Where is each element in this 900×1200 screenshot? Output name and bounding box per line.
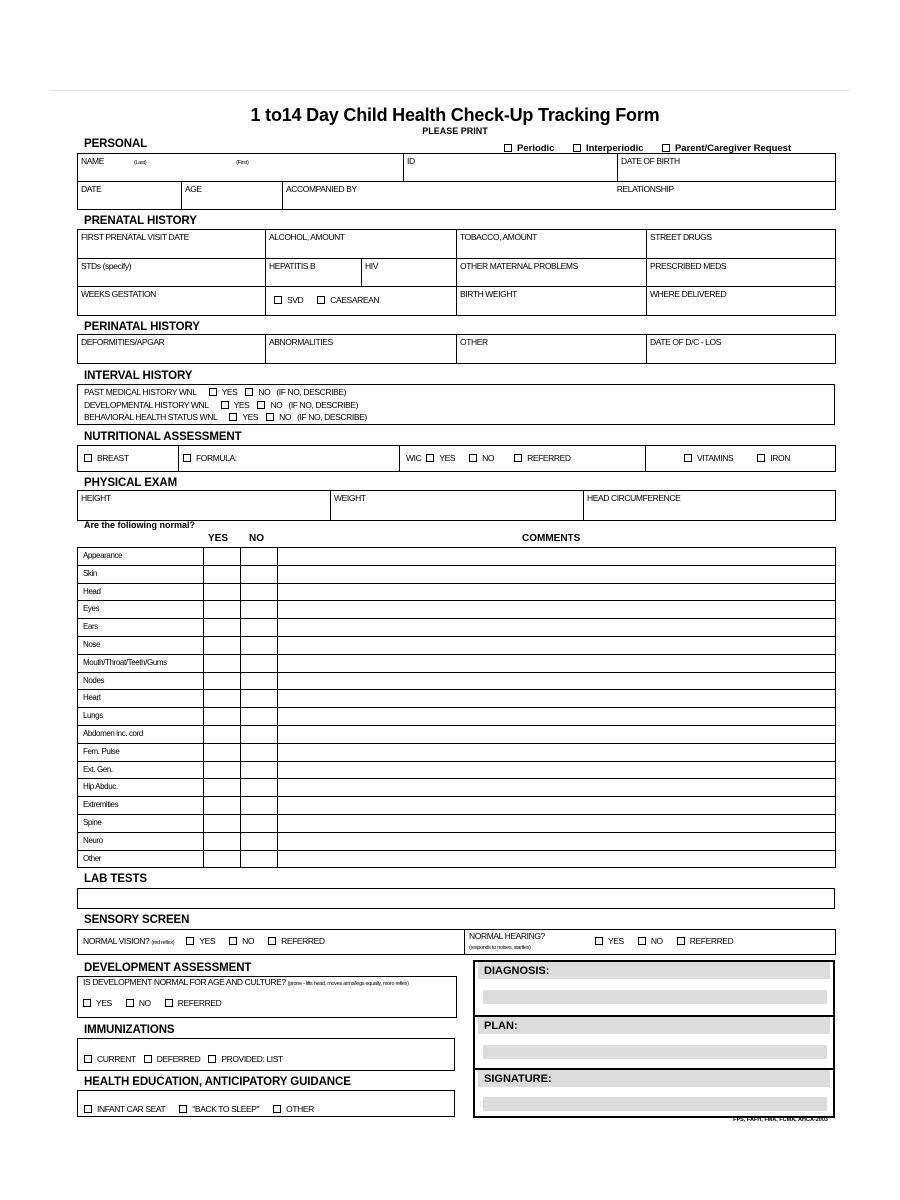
- checkbox[interactable]: [229, 413, 237, 421]
- supplements: [646, 446, 836, 472]
- yes-cell[interactable]: [204, 654, 241, 672]
- diagnosis-field[interactable]: [483, 990, 827, 1004]
- yes-cell[interactable]: [204, 583, 241, 601]
- label: NO: [650, 936, 663, 946]
- wic-no[interactable]: [469, 453, 494, 463]
- plan-section[interactable]: [475, 1017, 833, 1070]
- sensory-table: [77, 929, 836, 955]
- stds-field[interactable]: STDs (specify): [78, 259, 266, 287]
- no-cell[interactable]: [241, 565, 278, 583]
- checkbox[interactable]: [573, 144, 581, 152]
- comments-cell[interactable]: [278, 832, 836, 850]
- comments-cell[interactable]: [278, 690, 836, 708]
- normal-question: Are the following normal?: [84, 520, 196, 530]
- physical-table: [77, 490, 836, 521]
- comments-cell[interactable]: [278, 708, 836, 726]
- label: DATE OF BIRTH: [621, 156, 680, 166]
- label: REFERRED: [177, 998, 222, 1008]
- label: BREAST: [97, 453, 129, 463]
- where-delivered-field[interactable]: WHERE DELIVERED: [647, 287, 836, 316]
- checkbox[interactable]: [514, 454, 522, 462]
- yes-cell[interactable]: [204, 779, 241, 797]
- comments-cell[interactable]: [278, 636, 836, 654]
- form-code: FPS, FAFH, FMA, FCMA, AHCA-2003: [733, 1117, 828, 1123]
- label: OTHER: [286, 1104, 314, 1114]
- immunizations-heading: IMMUNIZATIONS: [84, 1024, 175, 1036]
- no-cell[interactable]: [241, 832, 278, 850]
- interval-line: [84, 399, 828, 412]
- label: VITAMINS: [697, 453, 734, 463]
- no-cell[interactable]: [241, 601, 278, 619]
- exam-row: [78, 797, 836, 815]
- label: NO: [279, 412, 292, 422]
- vision-referred[interactable]: [268, 936, 325, 946]
- comments-cell[interactable]: [278, 583, 836, 601]
- date-field[interactable]: [78, 182, 182, 210]
- checkbox[interactable]: [757, 454, 765, 462]
- comments-cell[interactable]: [278, 779, 836, 797]
- comments-cell[interactable]: [278, 797, 836, 815]
- label: "BACK TO SLEEP": [192, 1104, 260, 1114]
- label: CAESAREAN: [330, 295, 380, 305]
- label: (First): [236, 160, 249, 166]
- exam-item: Appearance: [78, 548, 204, 566]
- exam-item: Hip Abduc.: [78, 779, 204, 797]
- label: SVD: [287, 295, 304, 305]
- exam-item: Fem. Pulse: [78, 743, 204, 761]
- hearing-options: [595, 936, 747, 946]
- form-title: 1 to14 Day Child Health Check-Up Tracking Form: [250, 105, 660, 125]
- other-maternal-field[interactable]: OTHER MATERNAL PROBLEMS: [457, 259, 647, 287]
- development-yes[interactable]: [83, 998, 112, 1008]
- weight-field[interactable]: WEIGHT: [331, 491, 584, 521]
- interval-line: [84, 386, 828, 399]
- exam-item: Nose: [78, 636, 204, 654]
- yes-cell[interactable]: [204, 636, 241, 654]
- note: (IF NO, DESCRIBE): [288, 399, 359, 410]
- education-heading: HEALTH EDUCATION, ANTICIPATORY GUIDANCE: [84, 1076, 351, 1088]
- checkbox[interactable]: [126, 999, 134, 1007]
- label: YES: [242, 412, 259, 422]
- checkbox[interactable]: [684, 454, 692, 462]
- label: NORMAL HEARING?: [469, 931, 545, 941]
- diagnosis-label: DIAGNOSIS:: [478, 962, 830, 979]
- checkbox[interactable]: [426, 454, 434, 462]
- comments-cell[interactable]: [278, 548, 836, 566]
- note: (red reflex): [151, 940, 175, 946]
- yes-cell[interactable]: [204, 832, 241, 850]
- svd-option[interactable]: [274, 295, 303, 305]
- no-cell[interactable]: [241, 779, 278, 797]
- no-option[interactable]: [245, 386, 270, 399]
- exam-grid: [77, 547, 836, 868]
- label: NAME: [81, 156, 104, 166]
- alcohol-field[interactable]: ALCOHOL, AMOUNT: [266, 230, 457, 259]
- checkbox[interactable]: [595, 937, 603, 945]
- exam-row: [78, 690, 836, 708]
- label: YES: [233, 399, 250, 410]
- label: Parent/Caregiver Request: [674, 143, 792, 154]
- development-referred[interactable]: [165, 998, 222, 1008]
- label: NO: [270, 399, 283, 410]
- hearing-referred[interactable]: [677, 936, 734, 946]
- delivery-type: [266, 287, 457, 316]
- exam-row: [78, 725, 836, 743]
- caesarean-option[interactable]: [317, 295, 379, 305]
- birth-weight-field[interactable]: BIRTH WEIGHT: [457, 287, 647, 316]
- tobacco-field[interactable]: TOBACCO, AMOUNT: [457, 230, 647, 259]
- exam-row: [78, 654, 836, 672]
- wic-referred[interactable]: [514, 453, 571, 463]
- label: NO: [138, 998, 151, 1008]
- physical-heading: PHYSICAL EXAM: [84, 477, 178, 489]
- exam-item: Other: [78, 850, 204, 868]
- exam-item: Nodes: [78, 672, 204, 690]
- iron-option[interactable]: [757, 453, 790, 463]
- checkbox[interactable]: [268, 937, 276, 945]
- no-option[interactable]: [257, 399, 282, 412]
- label: CURRENT: [97, 1054, 136, 1064]
- perinatal-table: [77, 334, 836, 364]
- weeks-gestation-field[interactable]: WEEKS GESTATION: [78, 287, 266, 316]
- personal-heading: PERSONAL: [84, 138, 148, 150]
- label: REFERRED: [527, 453, 571, 463]
- prenatal-heading: PRENATAL HISTORY: [84, 215, 197, 227]
- exam-row: [78, 636, 836, 654]
- id-field[interactable]: [404, 154, 618, 182]
- interval-heading: INTERVAL HISTORY: [84, 370, 193, 382]
- yes-option[interactable]: [209, 386, 238, 399]
- label: DEFERRED: [156, 1054, 201, 1064]
- first-visit-field[interactable]: FIRST PRENATAL VISIT DATE: [78, 230, 266, 259]
- development-box: [77, 976, 457, 1018]
- street-drugs-field[interactable]: STREET DRUGS: [647, 230, 836, 259]
- exam-item: Spine: [78, 814, 204, 832]
- vision-yes[interactable]: [186, 936, 215, 946]
- label: INFANT CAR SEAT: [97, 1104, 166, 1114]
- breast-option[interactable]: [78, 446, 179, 472]
- head-circumference-field[interactable]: HEAD CIRCUMFERENCE: [584, 491, 836, 521]
- comments-cell[interactable]: [278, 725, 836, 743]
- vision-no[interactable]: [229, 936, 254, 946]
- no-cell[interactable]: [241, 636, 278, 654]
- exam-row: [78, 565, 836, 583]
- label: IRON: [770, 453, 790, 463]
- yes-header: YES: [208, 533, 229, 544]
- exam-item: Ext. Gen.: [78, 761, 204, 779]
- height-field[interactable]: HEIGHT: [78, 491, 331, 521]
- signature-label: SIGNATURE:: [478, 1070, 830, 1087]
- checkbox[interactable]: [209, 388, 217, 396]
- comments-cell[interactable]: [278, 761, 836, 779]
- yes-cell[interactable]: [204, 548, 241, 566]
- hiv-field[interactable]: HIV: [362, 259, 457, 287]
- no-cell[interactable]: [241, 725, 278, 743]
- exam-item: Mouth/Throat/Teeth/Gums: [78, 654, 204, 672]
- education-box: [77, 1090, 455, 1117]
- label: Interperiodic: [585, 143, 644, 154]
- exam-item: Eyes: [78, 601, 204, 619]
- lab-tests-field[interactable]: [77, 888, 835, 909]
- label: AGE: [185, 184, 202, 194]
- checkbox[interactable]: [84, 454, 92, 462]
- exam-row: [78, 832, 836, 850]
- checkbox[interactable]: [165, 999, 173, 1007]
- label: PROVIDED: LIST: [221, 1054, 283, 1064]
- label: (Last): [133, 160, 147, 166]
- no-cell[interactable]: [241, 548, 278, 566]
- hearing-no[interactable]: [638, 936, 663, 946]
- edu-other[interactable]: [273, 1104, 314, 1114]
- label: Periodic: [517, 143, 555, 154]
- yes-option[interactable]: [221, 399, 250, 412]
- label: REFERRED: [281, 936, 325, 946]
- note: (IF NO, DESCRIBE): [297, 412, 367, 422]
- exam-row: [78, 743, 836, 761]
- imm-deferred[interactable]: [144, 1054, 201, 1064]
- question: IS DEVELOPMENT NORMAL FOR AGE AND CULTURE?: [83, 977, 286, 987]
- comments-cell[interactable]: [278, 601, 836, 619]
- exam-item: Heart: [78, 690, 204, 708]
- checkbox[interactable]: [245, 388, 253, 396]
- label: DATE: [81, 184, 102, 194]
- perinatal-heading: PERINATAL HISTORY: [84, 321, 200, 333]
- signature-section[interactable]: [475, 1070, 833, 1116]
- page-top-rule: [50, 90, 850, 91]
- label: NO: [258, 387, 271, 397]
- checkbox[interactable]: [273, 1105, 281, 1113]
- imm-current[interactable]: [84, 1054, 136, 1064]
- yes-cell[interactable]: [204, 601, 241, 619]
- exam-item: Head: [78, 583, 204, 601]
- edu-car-seat[interactable]: [84, 1104, 165, 1114]
- date-dc-field[interactable]: DATE OF D/C - LOS: [647, 335, 836, 364]
- comments-cell[interactable]: [278, 565, 836, 583]
- immunizations-box: [77, 1038, 455, 1071]
- no-cell[interactable]: [241, 690, 278, 708]
- checkbox[interactable]: [469, 454, 477, 462]
- exam-row: [78, 619, 836, 637]
- checkbox[interactable]: [229, 937, 237, 945]
- abnormalities-field[interactable]: ABNORMALITIES: [266, 335, 457, 364]
- exam-item: Lungs: [78, 708, 204, 726]
- yes-cell[interactable]: [204, 743, 241, 761]
- checkbox[interactable]: [274, 296, 282, 304]
- personal-table: [77, 153, 836, 210]
- no-header: NO: [249, 533, 264, 544]
- no-cell[interactable]: [241, 850, 278, 868]
- sensory-heading: SENSORY SCREEN: [84, 914, 190, 926]
- no-option[interactable]: [266, 411, 291, 424]
- yes-cell[interactable]: [204, 850, 241, 868]
- edu-back-to-sleep[interactable]: [179, 1104, 259, 1114]
- no-cell[interactable]: [241, 654, 278, 672]
- exam-item: Skin: [78, 565, 204, 583]
- interval-box: [77, 384, 835, 425]
- checkbox[interactable]: [144, 1055, 152, 1063]
- no-cell[interactable]: [241, 814, 278, 832]
- note: (IF NO, DESCRIBE): [276, 387, 347, 397]
- note: (responds to noises, startles): [469, 945, 531, 951]
- comments-cell[interactable]: [278, 743, 836, 761]
- exam-row: [78, 779, 836, 797]
- label: BEHAVIORAL HEALTH STATUS WNL: [84, 412, 218, 422]
- yes-cell[interactable]: [204, 814, 241, 832]
- checkbox[interactable]: [84, 1105, 92, 1113]
- label: ACCOMPANIED BY: [286, 184, 357, 194]
- label: NORMAL VISION?: [83, 936, 150, 946]
- label: YES: [199, 936, 216, 946]
- exam-row: [78, 850, 836, 868]
- exam-row: [78, 708, 836, 726]
- checkbox[interactable]: [179, 1105, 187, 1113]
- label: YES: [96, 998, 112, 1008]
- no-cell[interactable]: [241, 619, 278, 637]
- exam-item: Neuro: [78, 832, 204, 850]
- imm-provided[interactable]: [208, 1054, 282, 1064]
- development-no[interactable]: [126, 998, 151, 1008]
- deformities-field[interactable]: DEFORMITIES/APGAR: [78, 335, 266, 364]
- yes-cell[interactable]: [204, 761, 241, 779]
- exam-item: Abdomen inc. cord: [78, 725, 204, 743]
- no-cell[interactable]: [241, 672, 278, 690]
- yes-option[interactable]: [229, 411, 258, 424]
- exam-item: Extremities: [78, 797, 204, 815]
- comments-cell[interactable]: [278, 672, 836, 690]
- yes-cell[interactable]: [204, 725, 241, 743]
- label: DEVELOPMENTAL HISTORY WNL: [84, 399, 209, 410]
- signature-field[interactable]: [483, 1097, 827, 1111]
- checkbox[interactable]: [183, 454, 191, 462]
- label: NO: [242, 936, 255, 946]
- age-field[interactable]: [182, 182, 283, 210]
- no-cell[interactable]: [241, 797, 278, 815]
- exam-row: [78, 583, 836, 601]
- exam-row: [78, 814, 836, 832]
- no-cell[interactable]: [241, 743, 278, 761]
- exam-row: [78, 548, 836, 566]
- checkbox[interactable]: [186, 937, 194, 945]
- yes-cell[interactable]: [204, 708, 241, 726]
- no-cell[interactable]: [241, 761, 278, 779]
- vision-row: [78, 930, 465, 955]
- no-cell[interactable]: [241, 708, 278, 726]
- dob-field[interactable]: [618, 154, 836, 182]
- wic-options: [400, 446, 646, 472]
- note: (prone - lifts head, moves arms/legs equally, moro reflex): [287, 981, 409, 987]
- exam-row: [78, 761, 836, 779]
- label: ID: [407, 156, 415, 166]
- comments-header: COMMENTS: [522, 533, 581, 544]
- exam-item: Ears: [78, 619, 204, 637]
- yes-cell[interactable]: [204, 619, 241, 637]
- hearing-row: [465, 930, 836, 955]
- label: FORMULA:: [196, 453, 237, 463]
- interval-line: [84, 411, 828, 424]
- label: REFERRED: [689, 936, 734, 946]
- label: YES: [608, 936, 624, 946]
- checkbox[interactable]: [317, 296, 325, 304]
- comments-cell[interactable]: [278, 814, 836, 832]
- please-print: PLEASE PRINT: [422, 126, 488, 136]
- checkbox[interactable]: [208, 1055, 216, 1063]
- checkbox[interactable]: [84, 1055, 92, 1063]
- label: NO: [482, 453, 495, 463]
- no-cell[interactable]: [241, 583, 278, 601]
- relationship-label: RELATIONSHIP: [616, 184, 674, 194]
- yes-cell[interactable]: [204, 690, 241, 708]
- checkbox[interactable]: [266, 413, 274, 421]
- exam-row: [78, 601, 836, 619]
- label: YES: [221, 387, 238, 397]
- hepatitis-field[interactable]: HEPATITIS B: [266, 259, 362, 287]
- checkbox[interactable]: [638, 937, 646, 945]
- checkbox[interactable]: [221, 401, 229, 409]
- checkbox[interactable]: [83, 999, 91, 1007]
- prenatal-table: [77, 229, 836, 316]
- label: WIC: [406, 453, 422, 463]
- label: PAST MEDICAL HISTORY WNL: [84, 387, 197, 397]
- plan-field[interactable]: [483, 1045, 827, 1059]
- diagnosis-section[interactable]: [475, 962, 833, 1017]
- hearing-yes[interactable]: [595, 936, 624, 946]
- prescribed-meds-field[interactable]: PRESCRIBED MEDS: [647, 259, 836, 287]
- nutrition-heading: NUTRITIONAL ASSESSMENT: [84, 431, 242, 443]
- label: YES: [439, 453, 456, 463]
- yes-cell[interactable]: [204, 672, 241, 690]
- development-heading: DEVELOPMENT ASSESSMENT: [84, 962, 252, 974]
- comments-cell[interactable]: [278, 619, 836, 637]
- checkbox[interactable]: [662, 144, 670, 152]
- wic-yes[interactable]: [426, 453, 455, 463]
- comments-cell[interactable]: [278, 850, 836, 868]
- vitamins-option[interactable]: [684, 453, 733, 463]
- lab-heading: LAB TESTS: [84, 873, 147, 885]
- plan-label: PLAN:: [478, 1017, 830, 1034]
- assessment-panel: [473, 960, 835, 1118]
- checkbox[interactable]: [257, 401, 265, 409]
- checkbox[interactable]: [677, 937, 685, 945]
- comments-cell[interactable]: [278, 654, 836, 672]
- accompanied-field[interactable]: [283, 182, 836, 210]
- nutrition-table: [77, 445, 836, 472]
- yes-cell[interactable]: [204, 797, 241, 815]
- name-field[interactable]: [78, 154, 404, 182]
- checkbox[interactable]: [504, 144, 512, 152]
- exam-row: [78, 672, 836, 690]
- yes-cell[interactable]: [204, 565, 241, 583]
- other-field[interactable]: OTHER: [457, 335, 647, 364]
- formula-option[interactable]: [179, 446, 400, 472]
